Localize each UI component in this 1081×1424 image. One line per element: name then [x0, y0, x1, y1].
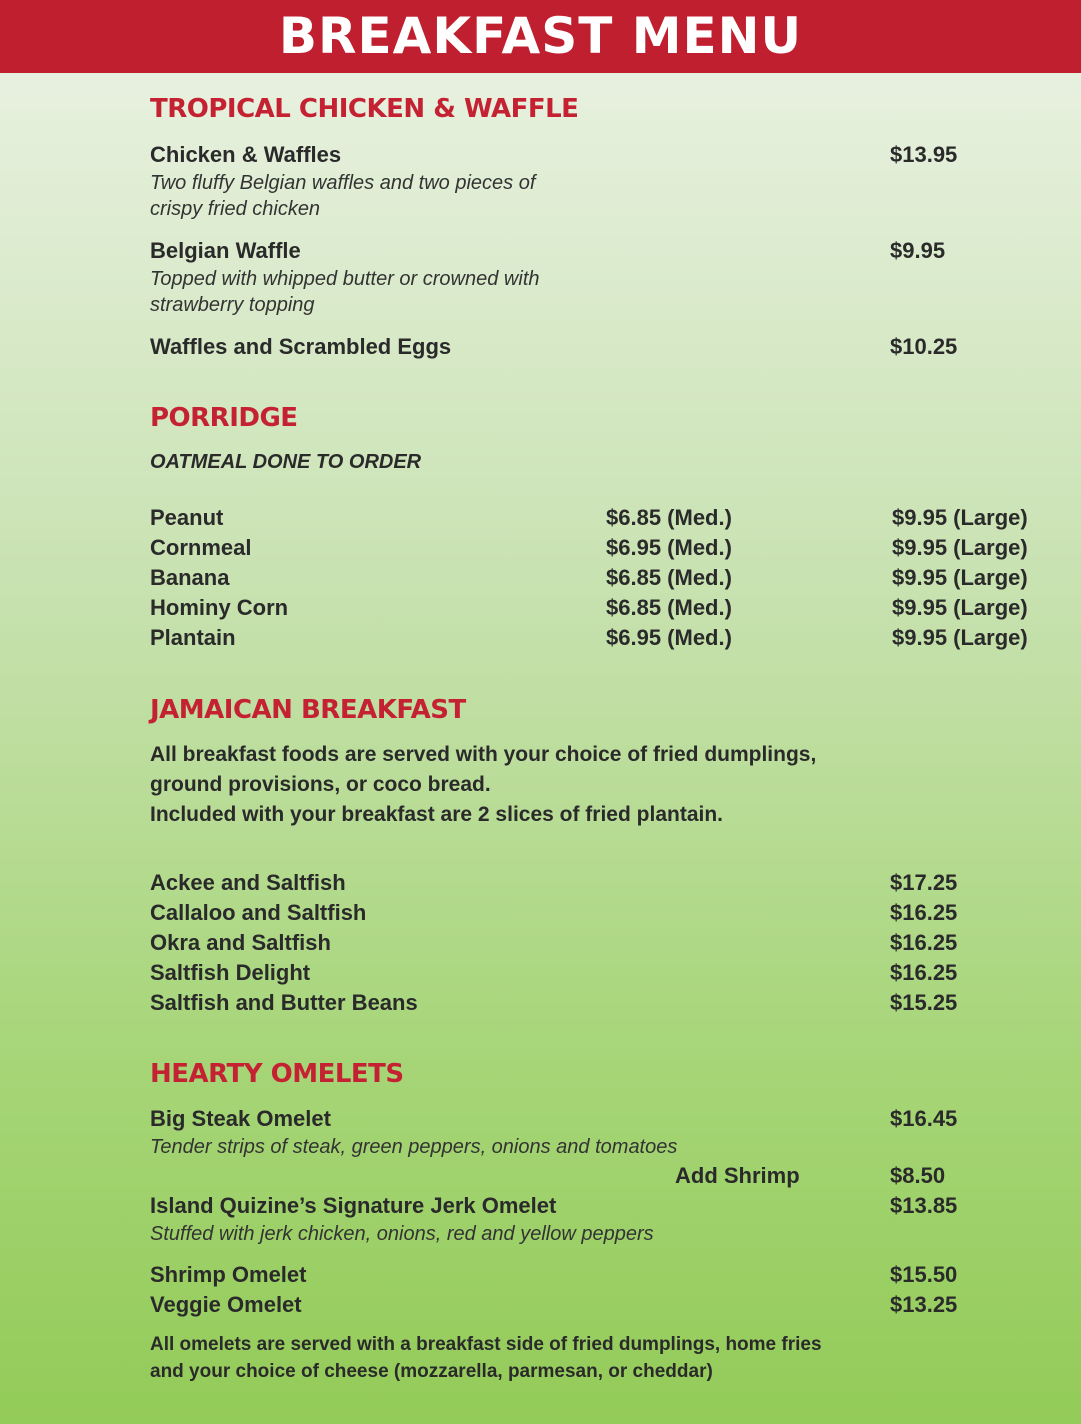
menu-item-banana [150, 563, 1050, 593]
item-price-large: $9.95 (Large) [892, 565, 1028, 590]
menu-item-plantain [150, 623, 1050, 653]
item-price-medium: $6.95 (Med.) [606, 625, 732, 650]
item-name: Peanut [150, 505, 224, 530]
menu-item-big-steak-omelet [150, 1104, 1050, 1134]
item-price-large: $9.95 (Large) [892, 535, 1028, 560]
item-price: $9.95 [890, 238, 946, 263]
item-description: crispy fried chicken [150, 198, 321, 220]
addon-price: $8.50 [890, 1163, 946, 1188]
section-heading-jamaican: JAMAICAN BREAKFAST [150, 695, 466, 725]
menu-item-hominy-corn [150, 593, 1050, 623]
item-name: Cornmeal [150, 535, 252, 560]
item-price-medium: $6.85 (Med.) [606, 595, 732, 620]
item-price-large: $9.95 (Large) [892, 595, 1028, 620]
item-description: Two fluffy Belgian waffles and two pieces of [150, 172, 536, 194]
menu-item-waffles-eggs [150, 332, 1050, 362]
item-price-medium: $6.95 (Med.) [606, 535, 732, 560]
section-note: All omelets are served with a breakfast side of fried dumplings, home fries [150, 1334, 822, 1355]
section-subheading: OATMEAL DONE TO ORDER [150, 451, 422, 473]
item-price: $15.25 [890, 990, 958, 1015]
menu-item-chicken-waffles [150, 140, 1050, 170]
item-name: Saltfish and Butter Beans [150, 990, 418, 1015]
menu-item-peanut [150, 503, 1050, 533]
section-heading-tropical: TROPICAL CHICKEN & WAFFLE [150, 94, 579, 124]
item-price: $13.85 [890, 1193, 958, 1218]
item-name: Hominy Corn [150, 595, 289, 620]
menu-item-belgian-waffle [150, 236, 1050, 266]
section-heading-porridge: PORRIDGE [150, 403, 298, 433]
section-heading-omelets: HEARTY OMELETS [150, 1059, 404, 1089]
item-price: $17.25 [890, 870, 958, 895]
item-name: Callaloo and Saltfish [150, 900, 367, 925]
item-name: Waffles and Scrambled Eggs [150, 334, 452, 359]
item-name: Island Quizine’s Signature Jerk Omelet [150, 1193, 557, 1218]
menu-item-saltfish-delight [150, 958, 1050, 988]
item-description: Stuffed with jerk chicken, onions, red and yellow peppers [150, 1223, 654, 1245]
item-name: Okra and Saltfish [150, 930, 331, 955]
item-price-large: $9.95 (Large) [892, 625, 1028, 650]
item-price: $10.25 [890, 334, 958, 359]
item-price: $16.25 [890, 960, 958, 985]
item-name: Ackee and Saltfish [150, 870, 346, 895]
addon-label: Add Shrimp [675, 1163, 800, 1188]
section-note: and your choice of cheese (mozzarella, parmesan, or cheddar) [150, 1361, 713, 1382]
menu-title-banner [0, 0, 1081, 73]
menu-item-shrimp-omelet [150, 1260, 1050, 1290]
item-name: Big Steak Omelet [150, 1106, 331, 1131]
menu-item-callaloo-saltfish [150, 898, 1050, 928]
menu-item-veggie-omelet [150, 1290, 1050, 1320]
menu-title: BREAKFAST MENU [278, 7, 803, 65]
menu-item-okra-saltfish [150, 928, 1050, 958]
section-note: Included with your breakfast are 2 slices of fried plantain. [150, 803, 723, 826]
item-price: $16.25 [890, 900, 958, 925]
menu-item-jerk-omelet [150, 1191, 1050, 1221]
item-price-large: $9.95 (Large) [892, 505, 1028, 530]
item-description: Tender strips of steak, green peppers, onions and tomatoes [150, 1136, 678, 1158]
item-price: $13.95 [890, 142, 958, 167]
menu-item-cornmeal [150, 533, 1050, 563]
menu-addon-shrimp [150, 1161, 1050, 1191]
item-name: Chicken & Waffles [150, 142, 342, 167]
item-price: $16.45 [890, 1106, 958, 1131]
section-note: ground provisions, or coco bread. [150, 773, 491, 796]
menu-item-saltfish-butter-beans [150, 988, 1050, 1018]
item-price: $15.50 [890, 1262, 958, 1287]
item-name: Veggie Omelet [150, 1292, 302, 1317]
item-name: Belgian Waffle [150, 238, 301, 263]
menu-item-ackee-saltfish [150, 868, 1050, 898]
item-description: strawberry topping [150, 294, 315, 316]
item-price-medium: $6.85 (Med.) [606, 505, 732, 530]
item-name: Shrimp Omelet [150, 1262, 307, 1287]
item-price: $16.25 [890, 930, 958, 955]
item-description: Topped with whipped butter or crowned with [150, 268, 540, 290]
item-price: $13.25 [890, 1292, 958, 1317]
item-name: Banana [150, 565, 230, 590]
item-price-medium: $6.85 (Med.) [606, 565, 732, 590]
section-note: All breakfast foods are served with your choice of fried dumplings, [150, 743, 817, 766]
item-name: Plantain [150, 625, 236, 650]
item-name: Saltfish Delight [150, 960, 311, 985]
